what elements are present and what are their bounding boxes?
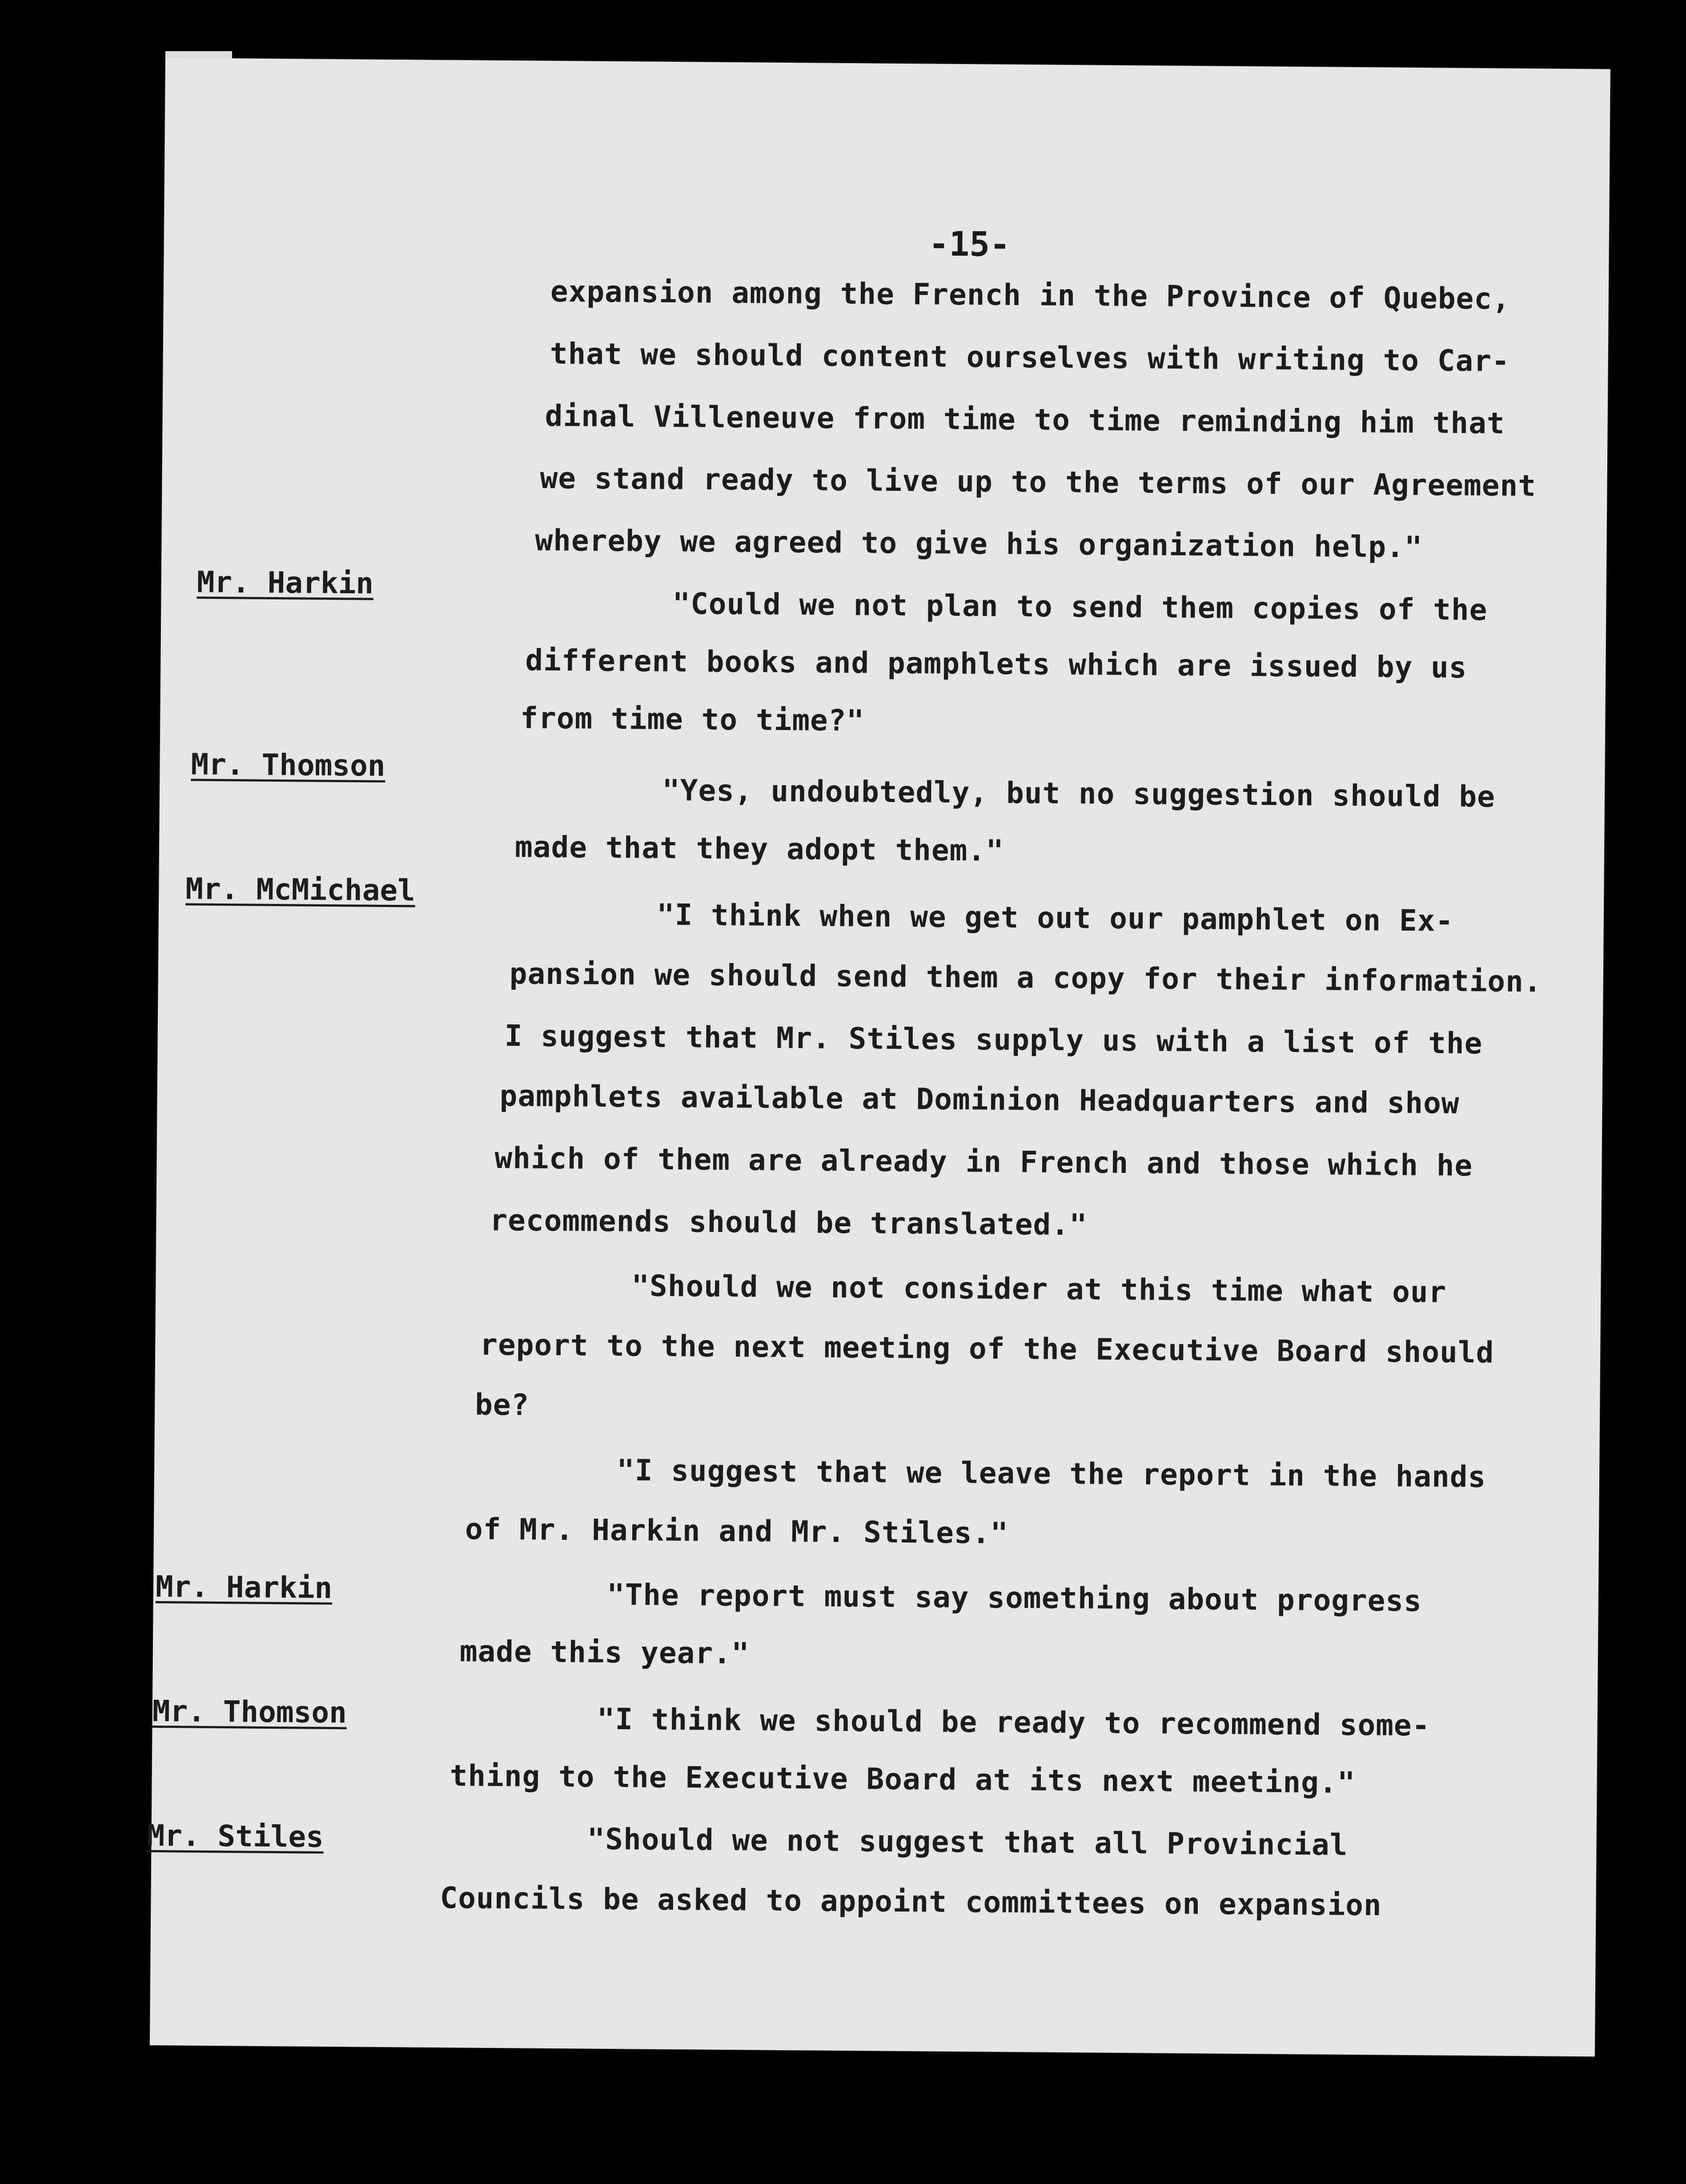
text-line: "The report must say something about progress [606, 1577, 1422, 1618]
text-line: which of them are already in French and those which he [494, 1140, 1473, 1183]
speaker-label: Mr. Thomson [191, 747, 385, 783]
text-line: "Should we not consider at this time what our [631, 1269, 1447, 1309]
text-line: "Yes, undoubtedly, but no suggestion should be [662, 773, 1496, 814]
text-line: that we should content ourselves with writing to Car- [550, 336, 1510, 378]
speaker-label: Mr. Stiles [147, 1818, 324, 1854]
speaker-label: Mr. Thomson [152, 1694, 347, 1730]
text-line: be? [474, 1387, 530, 1422]
speaker-label: Mr. Harkin [155, 1569, 333, 1606]
text-line: "I think we should be ready to recommend some- [597, 1702, 1430, 1743]
text-line: "I think when we get out our pamphlet on Ex- [656, 897, 1454, 938]
text-line: made that they adopt them." [514, 830, 1004, 868]
text-line: of Mr. Harkin and Mr. Stiles." [465, 1512, 1009, 1550]
text-line: "Should we not suggest that all Provincial [587, 1822, 1348, 1863]
text-line: pamphlets available at Dominion Headquarters and show [499, 1078, 1460, 1120]
speaker-label: Mr. Harkin [197, 565, 374, 601]
speaker-label: Mr. McMichael [185, 871, 416, 908]
text-line: thing to the Executive Board at its next meeting." [450, 1758, 1356, 1800]
text-line: whereby we agreed to give his organization help." [535, 523, 1423, 565]
text-line: "I suggest that we leave the report in the hands [616, 1453, 1486, 1494]
text-line: I suggest that Mr. Stiles supply us with a list of the [504, 1019, 1483, 1061]
text-line: pansion we should send them a copy for their information. [509, 956, 1542, 999]
text-line: Councils be asked to appoint committees on expansion [440, 1880, 1382, 1923]
text-line: dinal Villeneuve from time to time reminding him that [545, 398, 1505, 441]
page-number: -15- [928, 224, 1011, 264]
text-line: from time to time?" [520, 701, 865, 738]
text-line: made this year." [459, 1634, 750, 1671]
text-line: we stand ready to live up to the terms of our Agreement [540, 461, 1537, 503]
text-line: different books and pamphlets which are issued by us [525, 643, 1467, 685]
text-line: "Could we not plan to send them copies of the [672, 586, 1488, 627]
text-line: report to the next meeting of the Executive Board should [479, 1327, 1494, 1370]
document-page [147, 58, 1610, 2056]
text-line: recommends should be translated." [490, 1203, 1088, 1242]
text-line: expansion among the French in the Province of Quebec, [550, 274, 1511, 316]
